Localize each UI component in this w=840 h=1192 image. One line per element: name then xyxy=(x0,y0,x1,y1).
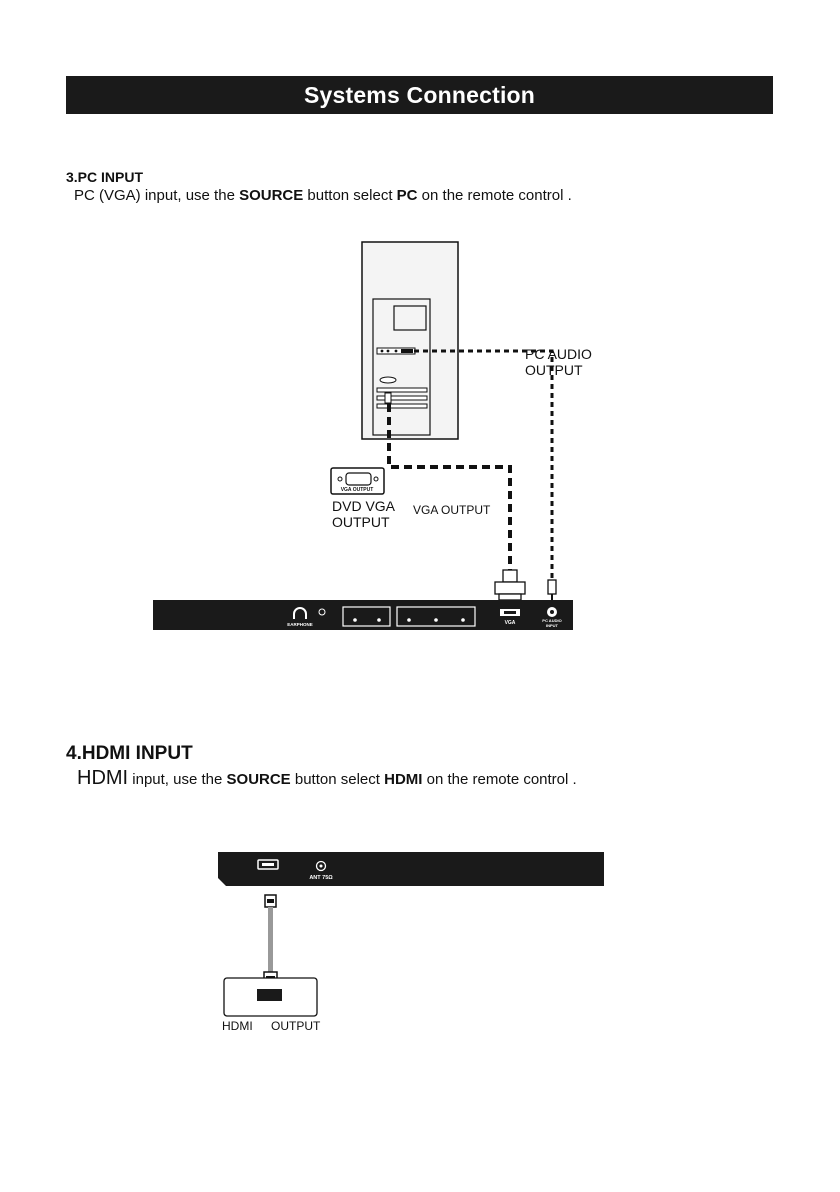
panel-ant-label: ANT 75Ω xyxy=(309,875,333,881)
vga-plug-icon xyxy=(495,570,525,600)
hdmi-source-device xyxy=(224,978,317,1016)
page-title: Systems Connection xyxy=(303,81,536,108)
tv-back-panel-hdmi xyxy=(218,852,604,886)
panel-earphone-label: EARPHONE xyxy=(287,622,313,627)
panel-pc-audio-label-1: PC AUDIO xyxy=(542,618,562,623)
panel-pc-audio-label-2: INPUT xyxy=(546,623,558,628)
section-hdmi-title: 4.HDMI INPUT xyxy=(66,743,193,764)
vga-output-port-label: VGA OUTPUT xyxy=(340,487,374,493)
desc-source-keyword: SOURCE xyxy=(226,771,291,788)
desc-text: input, use the xyxy=(128,771,227,788)
hdmi-cable xyxy=(264,895,277,984)
desc-source-keyword: SOURCE xyxy=(239,187,304,204)
hdmi-label: HDMI xyxy=(222,1019,253,1033)
desc-text: on the remote control . xyxy=(422,771,577,788)
pc-audio-output-label-2: OUTPUT xyxy=(525,362,583,378)
panel-vga-label: VGA xyxy=(504,620,516,626)
desc-text: button select xyxy=(303,187,397,204)
dvd-vga-output-label-2: OUTPUT xyxy=(332,514,390,530)
desc-hdmi-keyword: HDMI xyxy=(384,771,423,788)
dvd-vga-output-label-1: DVD VGA xyxy=(332,498,396,514)
pc-audio-output-label-1: PC AUDIO xyxy=(525,346,592,362)
desc-text: button select xyxy=(290,771,385,788)
pc-tower-icon xyxy=(362,242,458,439)
hdmi-output-label: OUTPUT xyxy=(271,1019,321,1033)
vga-connector-icon xyxy=(331,468,384,494)
desc-hdmi-word: HDMI xyxy=(77,767,129,789)
desc-pc-keyword: PC xyxy=(396,187,418,204)
tv-back-panel-pc xyxy=(153,600,573,630)
desc-text: on the remote control . xyxy=(417,187,572,204)
vga-output-label: VGA OUTPUT xyxy=(413,503,491,517)
desc-text: PC (VGA) input, use the xyxy=(74,187,240,204)
section-pc-title: 3.PC INPUT xyxy=(66,169,144,185)
audio-jack-icon xyxy=(548,580,556,600)
